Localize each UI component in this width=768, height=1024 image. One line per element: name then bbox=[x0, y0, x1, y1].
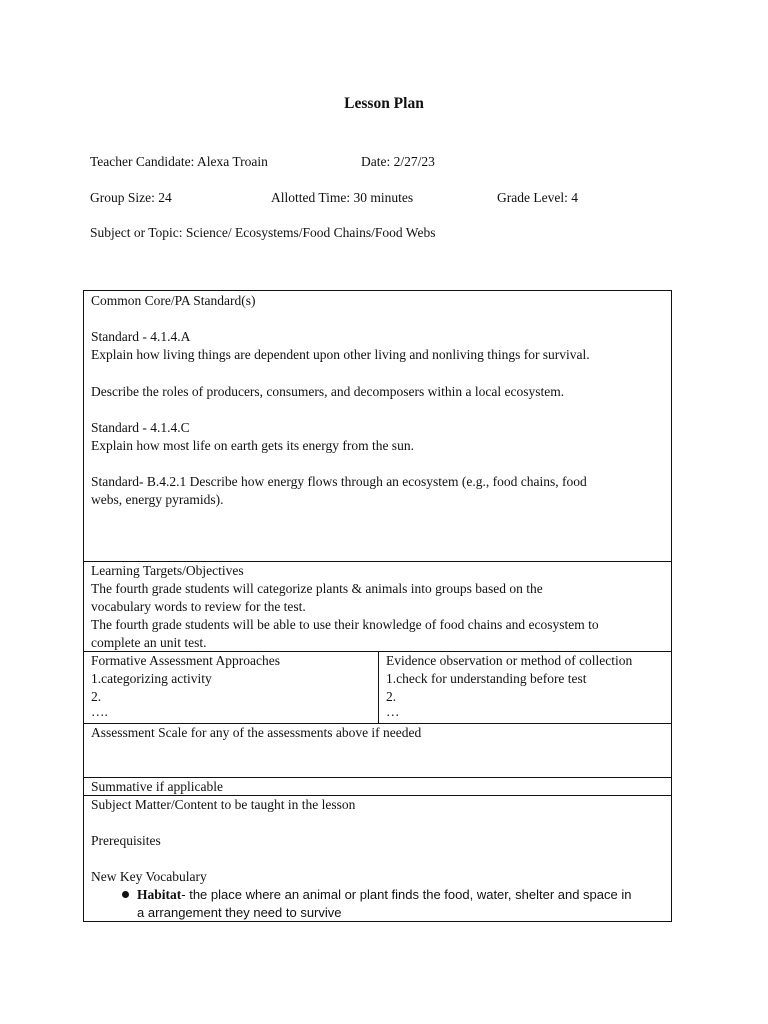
standard-2-text: Explain how most life on earth gets its energy from the sun. bbox=[91, 438, 414, 453]
allotted-time: Allotted Time: 30 minutes bbox=[271, 190, 414, 205]
summative-text: Summative if applicable bbox=[91, 779, 223, 794]
page-title: Lesson Plan bbox=[344, 95, 424, 112]
objective-line-2: vocabulary words to review for the test. bbox=[91, 599, 306, 614]
formative-column bbox=[84, 652, 378, 723]
vocabulary-item bbox=[122, 886, 671, 922]
standards-box bbox=[83, 290, 672, 562]
evidence-item-1: 1.check for understanding before test bbox=[386, 671, 587, 686]
formative-heading: Formative Assessment Approaches bbox=[91, 653, 280, 668]
vocabulary-list bbox=[84, 886, 671, 922]
content-heading: Subject Matter/Content to be taught in the lesson bbox=[91, 797, 356, 812]
standards-heading: Common Core/PA Standard(s) bbox=[91, 293, 256, 308]
standard-3-line-2: webs, energy pyramids). bbox=[91, 492, 224, 507]
date: Date: 2/27/23 bbox=[361, 154, 435, 169]
vocab-definition-line-1: - the place where an animal or plant finds the food, water, shelter and space in bbox=[181, 887, 632, 902]
objectives-box bbox=[83, 561, 672, 652]
formative-item-3: …. bbox=[91, 706, 108, 718]
assessment-scale-box bbox=[83, 723, 672, 778]
evidence-column bbox=[378, 652, 671, 723]
evidence-item-3: … bbox=[386, 706, 400, 718]
formative-item-1: 1.categorizing activity bbox=[91, 671, 212, 686]
prerequisites-label: Prerequisites bbox=[91, 833, 161, 848]
objective-line-3: The fourth grade students will be able to use their knowledge of food chains and ecosystem to bbox=[91, 617, 599, 632]
content-box bbox=[83, 795, 672, 922]
teacher-candidate: Teacher Candidate: Alexa Troain bbox=[90, 154, 268, 169]
vocabulary-heading: New Key Vocabulary bbox=[91, 869, 207, 884]
assessment-scale-text: Assessment Scale for any of the assessments above if needed bbox=[91, 725, 422, 740]
subject-topic: Subject or Topic: Science/ Ecosystems/Food Chains/Food Webs bbox=[90, 225, 436, 240]
objective-line-1: The fourth grade students will categorize plants & animals into groups based on the bbox=[91, 581, 543, 596]
vocab-term: Habitat bbox=[137, 887, 182, 902]
evidence-item-2: 2. bbox=[386, 689, 397, 704]
group-size: Group Size: 24 bbox=[90, 190, 172, 205]
grade-level: Grade Level: 4 bbox=[497, 190, 578, 205]
standard-1-text-2: Describe the roles of producers, consumers, and decomposers within a local ecosystem. bbox=[91, 384, 565, 399]
assessment-columns-box bbox=[83, 651, 672, 724]
standard-2-label: Standard - 4.1.4.C bbox=[91, 420, 190, 435]
formative-item-2: 2. bbox=[91, 689, 102, 704]
vocab-definition-line-2: a arrangement they need to survive bbox=[137, 905, 342, 920]
standard-1-text: Explain how living things are dependent upon other living and nonliving things for survival. bbox=[91, 347, 590, 362]
objective-line-4: complete an unit test. bbox=[91, 635, 207, 650]
objectives-heading: Learning Targets/Objectives bbox=[91, 563, 244, 578]
standard-1-label: Standard - 4.1.4.A bbox=[91, 329, 191, 344]
summative-box bbox=[83, 777, 672, 796]
evidence-heading: Evidence observation or method of collection bbox=[386, 653, 633, 668]
standard-3-line-1: Standard- B.4.2.1 Describe how energy flows through an ecosystem (e.g., food chains, food bbox=[91, 474, 587, 489]
